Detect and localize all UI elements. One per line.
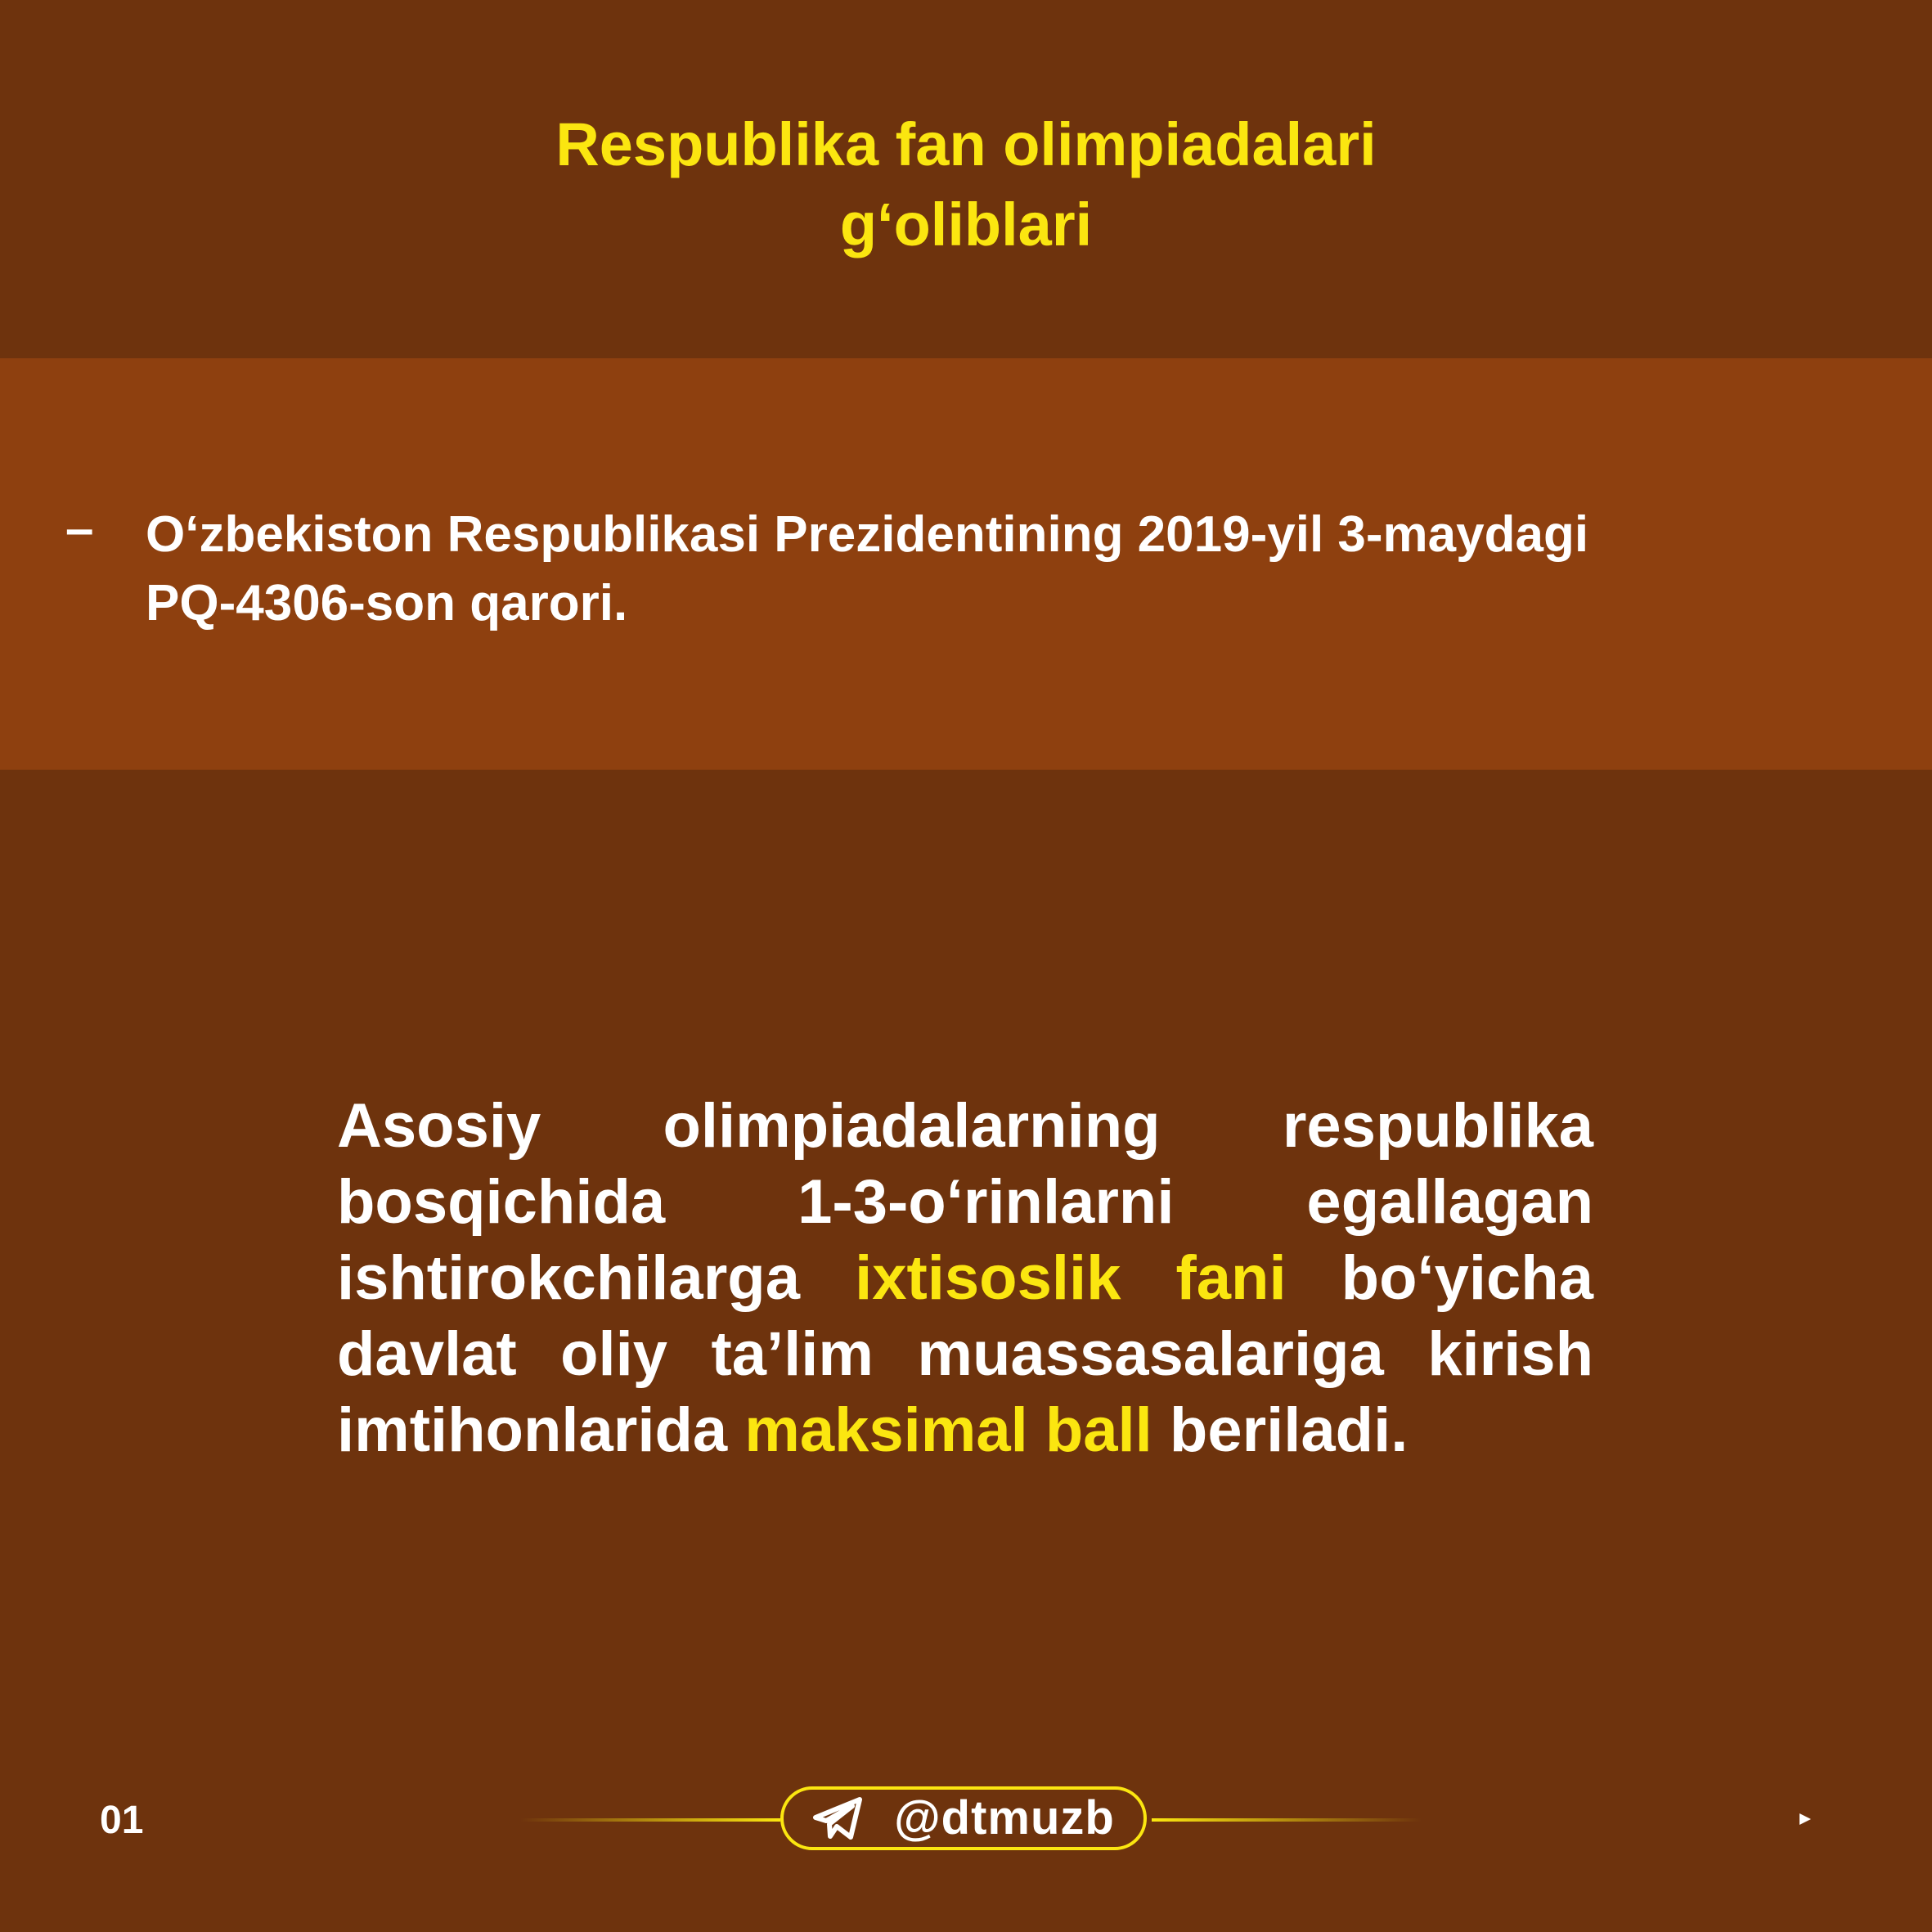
main-text-part-2: bo‘yicha davlat oliy ta’lim muassasalariga kirish imtihonlarida: [337, 1243, 1593, 1465]
main-text-part-3: beriladi.: [1169, 1395, 1409, 1465]
decree-text: [146, 501, 1700, 638]
decree-line-1: O‘zbekiston Respublikasi Prezidentining 2019-yil 3-maydagi: [146, 506, 1589, 563]
page-number: 01: [100, 1799, 144, 1842]
telegram-handle: @dtmuzb: [894, 1791, 1115, 1844]
title-line-1: Respublika fan olimpiadalari: [555, 110, 1377, 178]
arrow-right-icon[interactable]: [1734, 1809, 1813, 1829]
page-title: [0, 105, 1932, 265]
bullet-dash: –: [65, 501, 94, 557]
highlight-ixtisoslik-fani: ixtisoslik fani: [855, 1243, 1287, 1313]
title-line-2: g‘oliblari: [839, 191, 1093, 258]
decree-line-2: PQ-4306-son qarori.: [146, 575, 628, 631]
highlight-maksimal-ball: maksimal ball: [744, 1395, 1152, 1465]
footer-line-left: [520, 1818, 780, 1822]
telegram-handle-link[interactable]: [780, 1786, 1147, 1850]
footer-line-right: [1152, 1818, 1422, 1822]
main-statement: [337, 1088, 1593, 1468]
main-text-part-1: Asosiy olimpiadalarning respublika bosqichida 1-3-o‘rinlarni egallagan ishtirokchilarga: [337, 1091, 1593, 1313]
telegram-icon: [812, 1795, 865, 1841]
